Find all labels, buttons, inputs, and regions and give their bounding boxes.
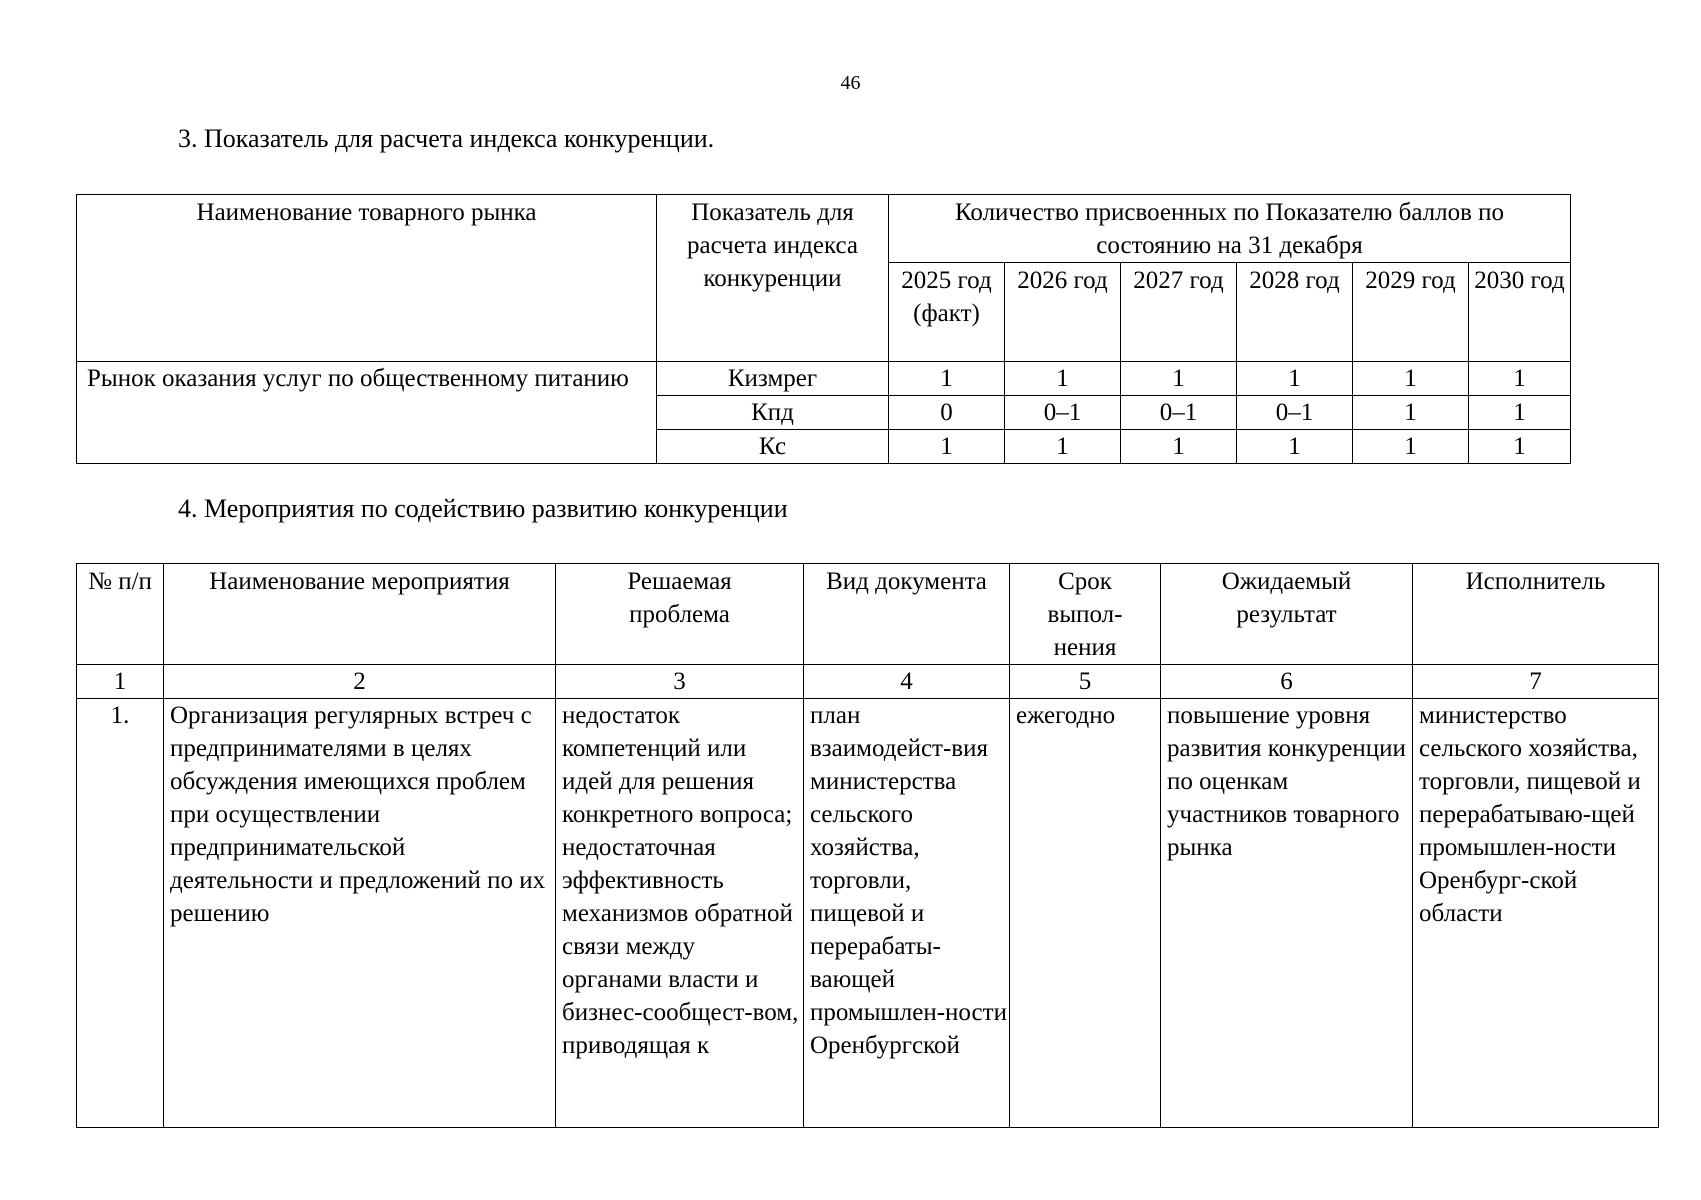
score-cell: 1: [1353, 430, 1469, 464]
header-deadline: Срок выпол-нения: [1010, 564, 1161, 665]
section-4-title: 4. Мероприятия по содействию развитию конкуренции: [178, 494, 788, 523]
header-market: Наименование товарного рынка: [77, 195, 657, 362]
header-problem: Решаемая проблема: [556, 564, 804, 665]
column-number: 3: [556, 665, 804, 699]
score-cell: 1: [1237, 362, 1353, 396]
header-year: 2030 год: [1469, 263, 1571, 362]
measure-name: Организация регулярных встреч с предпринимателями в целях обсуждения имеющихся проблем при осуществлении предпринимательской деятельности и предложений по их решению: [164, 699, 556, 1128]
score-cell: 1: [1005, 430, 1121, 464]
row-number: 1.: [77, 699, 164, 1128]
competition-index-table: [76, 194, 1571, 464]
measure-problem: недостаток компетенций или идей для решения конкретного вопроса; недостаточная эффективность механизмов обратной связи между органами власти и бизнес-сообщест-вом, приводящая к: [556, 699, 804, 1128]
header-document: Вид документа: [804, 564, 1010, 665]
score-cell: 1: [1353, 396, 1469, 430]
header-year: 2026 год: [1005, 263, 1121, 362]
table-row: [77, 699, 1659, 1128]
column-number: 2: [164, 665, 556, 699]
column-number: 6: [1161, 665, 1413, 699]
column-number: 5: [1010, 665, 1161, 699]
score-cell: 1: [1005, 362, 1121, 396]
score-cell: 1: [1121, 430, 1237, 464]
page-number: 46: [840, 72, 861, 94]
measure-document: план взаимодейст-вия министерства сельского хозяйства, торговли, пищевой и перерабаты-вающей промышлен-ности Оренбургской: [804, 699, 1010, 1128]
header-indicator: Показатель для расчета индекса конкуренции: [657, 195, 889, 362]
header-year: 2029 год: [1353, 263, 1469, 362]
header-executor: Исполнитель: [1413, 564, 1659, 665]
measure-deadline: ежегодно: [1010, 699, 1161, 1128]
measure-executor: министерство сельского хозяйства, торговли, пищевой и перерабатываю-щей промышлен-ности Оренбург-ской области: [1413, 699, 1659, 1128]
score-cell: 0–1: [1005, 396, 1121, 430]
header-result: Ожидаемый результат: [1161, 564, 1413, 665]
score-cell: 1: [1121, 362, 1237, 396]
indicator-name: Кизмрег: [657, 362, 889, 396]
indicator-name: Кс: [657, 430, 889, 464]
header-measure-name: Наименование мероприятия: [164, 564, 556, 665]
score-cell: 1: [1469, 396, 1571, 430]
score-cell: 1: [1237, 430, 1353, 464]
score-cell: 1: [889, 430, 1005, 464]
market-name: Рынок оказания услуг по общественному питанию: [77, 362, 657, 464]
header-year: 2028 год: [1237, 263, 1353, 362]
score-cell: 1: [1469, 362, 1571, 396]
header-number: № п/п: [77, 564, 164, 665]
column-number: 4: [804, 665, 1010, 699]
measures-table: [76, 563, 1659, 1128]
header-year: 2025 год (факт): [889, 263, 1005, 362]
score-cell: 0: [889, 396, 1005, 430]
column-number: 1: [77, 665, 164, 699]
score-cell: 0–1: [1121, 396, 1237, 430]
section-3-title: 3. Показатель для расчета индекса конкуренции.: [178, 124, 715, 153]
score-cell: 0–1: [1237, 396, 1353, 430]
measure-result: повышение уровня развития конкуренции по оценкам участников товарного рынка: [1161, 699, 1413, 1128]
score-cell: 1: [889, 362, 1005, 396]
column-number: 7: [1413, 665, 1659, 699]
header-year: 2027 год: [1121, 263, 1237, 362]
header-points: Количество присвоенных по Показателю баллов по состоянию на 31 декабря: [889, 195, 1571, 263]
score-cell: 1: [1469, 430, 1571, 464]
indicator-name: Кпд: [657, 396, 889, 430]
score-cell: 1: [1353, 362, 1469, 396]
